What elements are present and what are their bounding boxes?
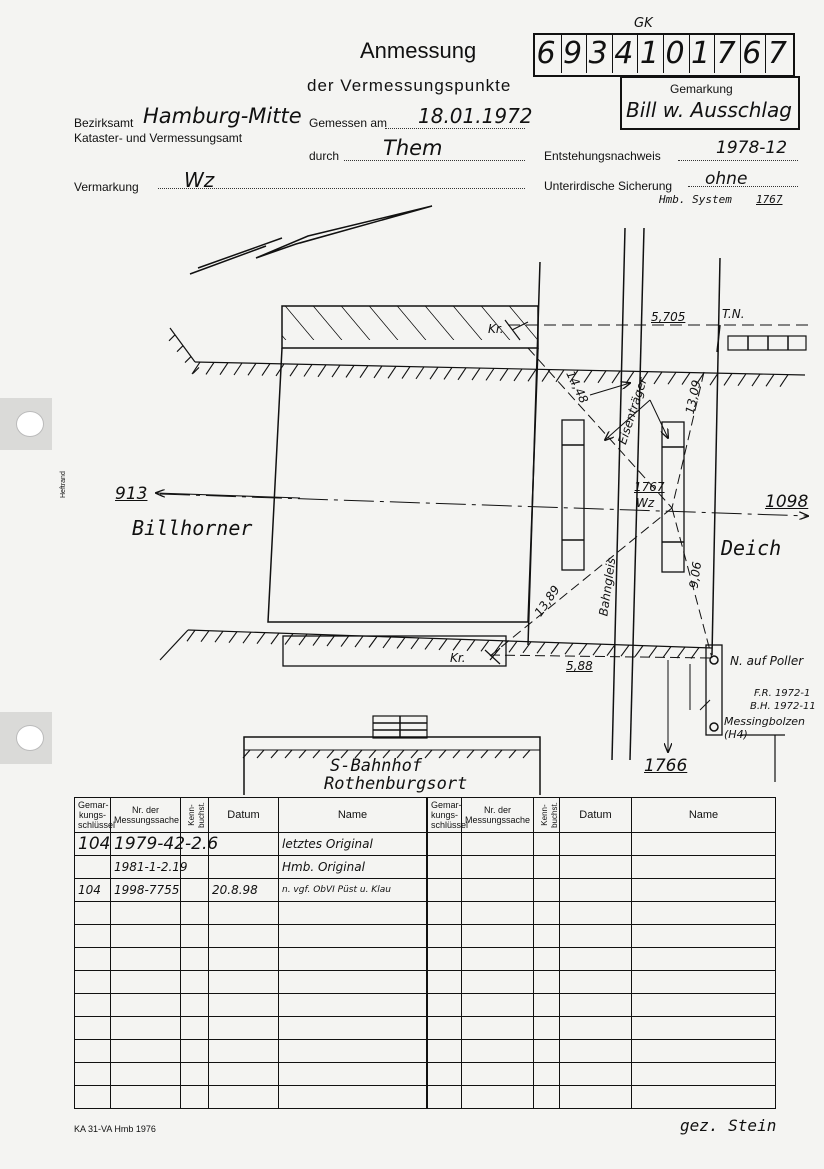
table-row (428, 833, 776, 856)
distance-1389: 13,89 (531, 582, 563, 620)
table-row (75, 971, 427, 994)
street-billhorner: Billhorner (132, 516, 253, 540)
cell-kenn (534, 971, 560, 994)
poller-label: N. auf Poller (730, 654, 804, 668)
cell-name (279, 1063, 427, 1086)
gk-label: GK (634, 16, 653, 31)
cell-nr (462, 925, 534, 948)
cell-datum (560, 1063, 632, 1086)
cell-name: Hmb. Original (279, 856, 427, 879)
cell-nr (111, 925, 181, 948)
cell-gem (428, 994, 462, 1017)
col-gemarkung: Gemar-kungs-schlüssel (75, 798, 111, 833)
cell-kenn (534, 948, 560, 971)
gemessen-value: 18.01.1972 (418, 104, 533, 128)
table-row (75, 833, 427, 856)
point-1767: 1767 (634, 480, 665, 494)
distance-1448: 14,48 (563, 368, 592, 406)
cell-datum: 20.8.98 (209, 879, 279, 902)
cell-datum (209, 1086, 279, 1109)
table-row (428, 1017, 776, 1040)
cell-gem: 104 (75, 833, 111, 856)
cell-gem (75, 1017, 111, 1040)
cell-nr (462, 856, 534, 879)
cell-name (632, 1017, 776, 1040)
cell-nr (462, 833, 534, 856)
kr-top-label: Kr. (488, 322, 504, 336)
cell-kenn (534, 1063, 560, 1086)
messing-label: Messingbolzen (724, 715, 806, 728)
cell-gem (428, 948, 462, 971)
point-913: 913 (115, 484, 148, 504)
cell-name (279, 1017, 427, 1040)
cell-datum (209, 925, 279, 948)
amt-label: Kataster- und Vermessungsamt (74, 131, 243, 145)
cell-name (279, 1086, 427, 1109)
cell-name (279, 948, 427, 971)
form-id: KA 31-VA Hmb 1976 (74, 1124, 156, 1134)
gk-digit: 4 (612, 35, 635, 73)
cell-name (632, 1086, 776, 1109)
gk-digit: 9 (561, 35, 584, 73)
heftrand-label: Heftrand (60, 471, 67, 498)
cell-nr (462, 994, 534, 1017)
cell-datum (560, 948, 632, 971)
cell-datum (560, 1017, 632, 1040)
cell-datum (209, 1063, 279, 1086)
cell-name (632, 856, 776, 879)
cell-nr (111, 902, 181, 925)
cell-kenn (181, 1086, 209, 1109)
vermarkung-label: Vermarkung (74, 180, 139, 194)
table-row (428, 856, 776, 879)
cell-kenn (534, 1017, 560, 1040)
cell-datum (560, 1040, 632, 1063)
cell-datum (209, 856, 279, 879)
cell-kenn (534, 1086, 560, 1109)
cell-datum (209, 1017, 279, 1040)
gemarkung-label: Gemarkung (670, 82, 733, 96)
cell-gem (428, 856, 462, 879)
cell-datum (209, 948, 279, 971)
table-row (75, 948, 427, 971)
register-table-left (74, 797, 427, 1109)
cell-gem (75, 925, 111, 948)
cell-gem (75, 1063, 111, 1086)
col-kenn: Kenn-buchst. (181, 798, 209, 833)
cell-name (632, 1040, 776, 1063)
cell-name (632, 925, 776, 948)
gk-digit: 7 (714, 35, 737, 73)
wz-label: Wz (636, 496, 655, 510)
cell-kenn (181, 902, 209, 925)
table-row (75, 1040, 427, 1063)
table-row (75, 856, 427, 879)
table-row (428, 994, 776, 1017)
table-row (75, 1086, 427, 1109)
col-nr: Nr. der Messungssache (111, 798, 181, 833)
gk-digit: 7 (765, 35, 788, 73)
col-name: Name (632, 798, 776, 833)
document-subtitle: der Vermessungspunkte (307, 76, 512, 95)
table-row (428, 1063, 776, 1086)
cell-nr (462, 1063, 534, 1086)
durch-value: Them (383, 136, 443, 160)
cell-gem (75, 948, 111, 971)
sicherung-value: ohne (705, 169, 748, 189)
cell-gem (428, 971, 462, 994)
cell-gem (75, 856, 111, 879)
gemessen-label: Gemessen am (309, 116, 388, 130)
table-row (75, 902, 427, 925)
table-row (428, 902, 776, 925)
fr-label: F.R. 1972-1 (754, 688, 811, 699)
cell-name (632, 994, 776, 1017)
cell-kenn (534, 994, 560, 1017)
cell-nr (111, 1040, 181, 1063)
gk-digit: 1 (689, 35, 712, 73)
table-row (428, 971, 776, 994)
cell-kenn (181, 1040, 209, 1063)
cell-datum (209, 994, 279, 1017)
north-arrow-icon (190, 206, 432, 274)
sicherung-label: Unterirdische Sicherung (544, 179, 673, 193)
cell-datum (560, 902, 632, 925)
cell-datum (560, 833, 632, 856)
cell-name (279, 1040, 427, 1063)
point-1766: 1766 (644, 756, 688, 776)
cell-kenn (534, 833, 560, 856)
cell-kenn (534, 1040, 560, 1063)
street-deich: Deich (721, 536, 782, 560)
cell-gem (75, 902, 111, 925)
cell-datum (209, 902, 279, 925)
cell-gem (75, 1086, 111, 1109)
gk-digit: 3 (586, 35, 609, 73)
vermarkung-value: Wz (184, 168, 215, 192)
cell-name (632, 879, 776, 902)
table-row (428, 879, 776, 902)
cell-kenn (181, 948, 209, 971)
cell-gem (428, 1063, 462, 1086)
document-title: Anmessung (360, 38, 477, 63)
cell-kenn (534, 856, 560, 879)
cell-name (279, 971, 427, 994)
cell-nr (111, 994, 181, 1017)
cell-gem (75, 971, 111, 994)
cell-gem (428, 1040, 462, 1063)
table-row (428, 1040, 776, 1063)
cell-kenn (181, 1063, 209, 1086)
cell-gem (428, 902, 462, 925)
cell-gem (75, 1040, 111, 1063)
point-1098: 1098 (765, 492, 809, 512)
cell-name: n. vgf. ObVI Püst u. Klau (279, 879, 427, 902)
col-name: Name (279, 798, 427, 833)
sbahn-label-1: S-Bahnhof (330, 756, 423, 776)
cell-gem (428, 1086, 462, 1109)
tn-label: T.N. (722, 307, 745, 321)
signature: gez. Stein (680, 1116, 777, 1135)
bezirksamt-value: Hamburg-Mitte (143, 104, 302, 128)
gemarkung-value: Bill w. Ausschlag (626, 98, 792, 122)
distance-5705: 5,705 (651, 310, 686, 324)
table-row (75, 925, 427, 948)
sbahn-label-2: Rothenburgsort (324, 774, 468, 794)
cell-name (632, 948, 776, 971)
cell-name (279, 994, 427, 1017)
cell-nr: 1998-7755 (111, 879, 181, 902)
cell-name: letztes Original (279, 833, 427, 856)
cell-datum (560, 856, 632, 879)
table-row (428, 1086, 776, 1109)
cell-nr (462, 971, 534, 994)
cell-name (632, 833, 776, 856)
h4-label: (H4) (724, 728, 748, 741)
cell-nr (462, 1040, 534, 1063)
register-table-right (427, 797, 776, 1109)
table-row (75, 1063, 427, 1086)
cell-nr (462, 902, 534, 925)
cell-kenn (181, 879, 209, 902)
cell-kenn (181, 1017, 209, 1040)
cell-nr (462, 879, 534, 902)
bezirksamt-label: Bezirksamt (74, 116, 134, 130)
cell-datum (560, 925, 632, 948)
cell-gem: 104 (75, 879, 111, 902)
cell-kenn (534, 925, 560, 948)
col-datum: Datum (209, 798, 279, 833)
cell-nr: 1981-1-2.19 (111, 856, 181, 879)
table-row (75, 994, 427, 1017)
cell-name (632, 971, 776, 994)
cell-nr (111, 948, 181, 971)
col-kenn: Kenn-buchst. (534, 798, 560, 833)
cell-name (632, 902, 776, 925)
cell-nr (111, 1017, 181, 1040)
col-datum: Datum (560, 798, 632, 833)
cell-kenn (181, 925, 209, 948)
system-value: 1767 (756, 193, 783, 206)
cell-datum (209, 833, 279, 856)
gk-digit: 1 (637, 35, 660, 73)
cell-nr (462, 1086, 534, 1109)
distance-588: 5,88 (566, 659, 593, 673)
table-row (428, 948, 776, 971)
cell-nr: 1979-42-2.6 (111, 833, 181, 856)
cell-datum (209, 971, 279, 994)
gk-digit: 0 (663, 35, 686, 73)
cell-datum (560, 1086, 632, 1109)
cell-gem (428, 925, 462, 948)
cell-nr (462, 948, 534, 971)
cell-kenn (534, 902, 560, 925)
cell-datum (209, 1040, 279, 1063)
cell-kenn (181, 971, 209, 994)
cell-nr (462, 1017, 534, 1040)
table-row (428, 925, 776, 948)
col-gemarkung: Gemar-kungs-schlüssel (428, 798, 462, 833)
table-row (75, 879, 427, 902)
cell-gem (428, 1017, 462, 1040)
eisentraeger-label: Eisenträger (615, 375, 650, 447)
entstehung-value: 1978-12 (716, 138, 788, 158)
cell-kenn (534, 879, 560, 902)
gk-digit: 6 (536, 36, 556, 71)
cell-datum (560, 994, 632, 1017)
bh-label: B.H. 1972-11 (750, 701, 816, 712)
cell-name (279, 925, 427, 948)
bahngleis-label: Bahngleis (596, 556, 619, 618)
durch-label: durch (309, 149, 340, 163)
cell-nr (111, 1063, 181, 1086)
cell-kenn (181, 994, 209, 1017)
system-text: Hmb. System (659, 193, 732, 206)
cell-datum (560, 879, 632, 902)
kr-bottom-label: Kr. (450, 651, 466, 665)
cell-gem (428, 833, 462, 856)
cell-gem (428, 879, 462, 902)
col-nr: Nr. der Messungssache (462, 798, 534, 833)
table-row (75, 1017, 427, 1040)
cell-datum (560, 971, 632, 994)
distance-1309: 13,09 (682, 378, 704, 416)
distance-906: 9,06 (686, 560, 705, 590)
entstehung-label: Entstehungsnachweis (544, 149, 661, 163)
cell-name (279, 902, 427, 925)
cell-nr (111, 971, 181, 994)
gk-digit: 6 (740, 35, 763, 73)
cell-nr (111, 1086, 181, 1109)
cell-gem (75, 994, 111, 1017)
cell-name (632, 1063, 776, 1086)
